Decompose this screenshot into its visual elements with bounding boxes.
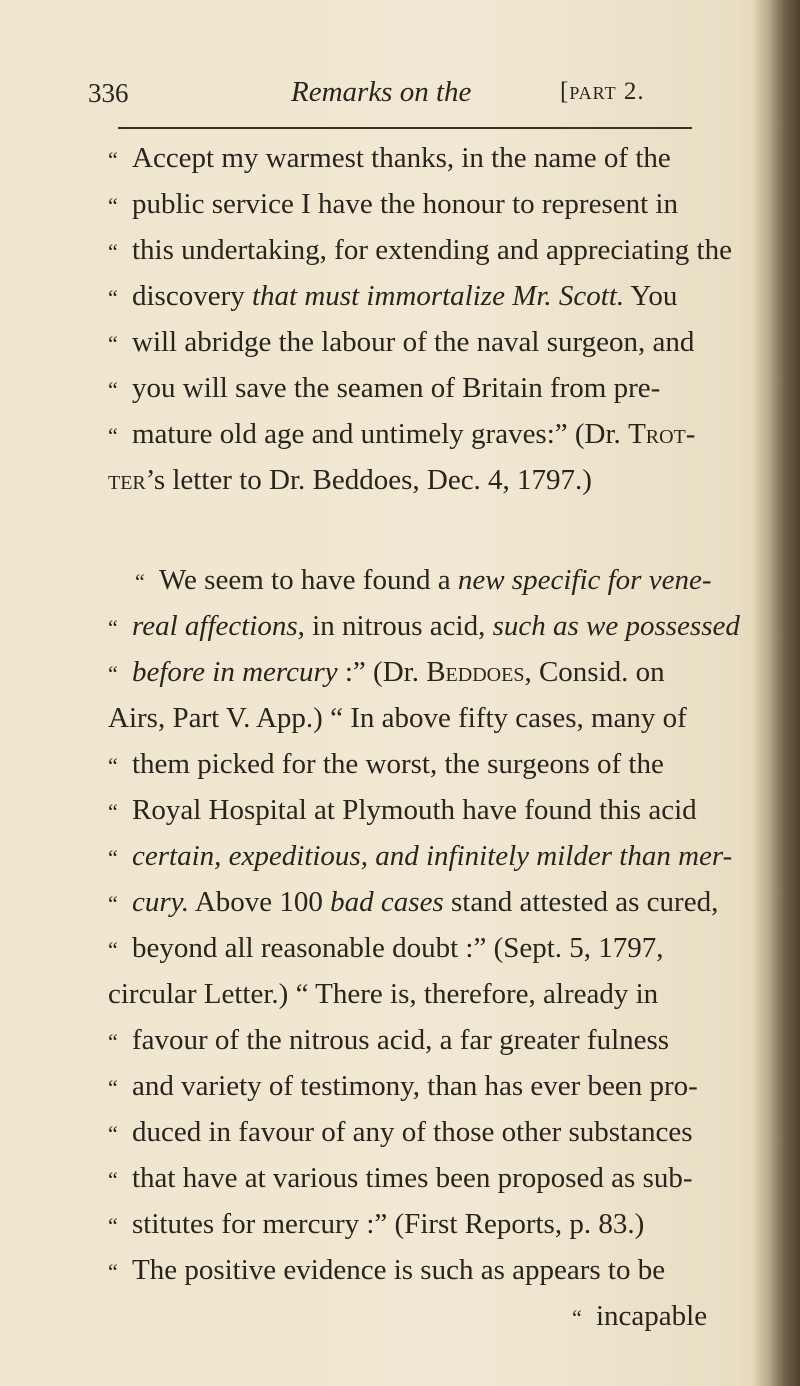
text-line [108, 416, 695, 454]
line-text: :” (Dr. [337, 656, 427, 688]
italic-text: bad cases [330, 886, 444, 918]
small-caps-text: ter [108, 464, 146, 496]
line-text: discovery [132, 280, 252, 312]
text-line [108, 278, 677, 316]
line-text: Accept my warmest thanks, in the name of the [132, 142, 671, 174]
line-text: that have at various times been proposed as sub- [132, 1162, 693, 1194]
text-line [108, 1252, 665, 1290]
text-line [108, 654, 665, 692]
line-text: , Consid. on [524, 656, 665, 688]
line-text: them picked for the worst, the surgeons of the [132, 748, 664, 780]
text-line [108, 608, 740, 646]
quote-mark: “ [108, 1029, 118, 1054]
quote-mark: “ [108, 193, 118, 218]
italic-text: cury. [132, 886, 190, 918]
text-line [108, 1068, 698, 1106]
italic-text: such as we possessed [492, 610, 740, 642]
running-header [88, 72, 708, 112]
line-text: you will save the seamen of Britain from pre- [132, 372, 661, 404]
text-line [108, 976, 658, 1012]
line-text: stitutes for mercury :” (First Reports, p. 83.) [132, 1208, 645, 1240]
line-text: public service I have the honour to represent in [132, 188, 678, 220]
quote-mark: “ [108, 753, 118, 778]
quote-mark: “ [108, 937, 118, 962]
quote-mark: “ [108, 615, 118, 640]
line-text: Royal Hospital at Plymouth have found this acid [132, 794, 697, 826]
quote-mark: “ [108, 891, 118, 916]
text-line [108, 1206, 644, 1244]
text-line [108, 930, 664, 968]
italic-text: before in mercury [132, 656, 338, 688]
text-line [135, 562, 712, 600]
line-text: this undertaking, for extending and appreciating the [132, 234, 732, 266]
text-line [108, 700, 687, 736]
quote-mark: “ [108, 661, 118, 686]
italic-text: new specific for vene- [457, 564, 712, 596]
text-line [108, 1114, 693, 1152]
quote-mark: “ [108, 423, 118, 448]
quote-mark: “ [108, 799, 118, 824]
text-line [108, 1022, 669, 1060]
page-number: 336 [88, 78, 129, 108]
quote-mark: “ [135, 569, 145, 594]
line-text: stand attested as cured, [443, 886, 719, 918]
quote-mark: “ [108, 285, 118, 310]
text-line [108, 792, 697, 830]
line-text: will abridge the labour of the naval surgeon, and [132, 326, 695, 358]
line-text: You [624, 280, 678, 312]
text-line [108, 232, 732, 270]
page-binding-edge [752, 0, 800, 1386]
line-text: The positive evidence is such as appears to be [132, 1254, 666, 1286]
text-line [108, 324, 694, 362]
line-text: , in nitrous acid, [297, 610, 493, 642]
text-line [108, 462, 592, 498]
quote-mark: “ [108, 147, 118, 172]
line-text: Above 100 [189, 886, 331, 918]
small-caps-text: Beddoes [426, 656, 525, 688]
italic-text: real affections [132, 610, 298, 642]
quote-mark: “ [572, 1305, 582, 1330]
quote-mark: “ [108, 239, 118, 264]
text-line [108, 746, 664, 784]
quote-mark: “ [108, 331, 118, 356]
quote-mark: “ [108, 377, 118, 402]
part-label [560, 78, 645, 106]
italic-text: that must immortalize Mr. Scott. [252, 280, 625, 312]
text-line [108, 1160, 693, 1198]
quote-mark: “ [108, 845, 118, 870]
line-text: We seem to have found a [159, 564, 458, 596]
line-text: ’s letter to Dr. Beddoes, Dec. 4, 1797.) [145, 464, 592, 496]
line-text: Airs, Part V. App.) “ In above fifty cases, many of [108, 702, 687, 734]
part-label-text: [part 2. [560, 78, 645, 105]
line-text: beyond all reasonable doubt :” (Sept. 5, 1797, [132, 932, 664, 964]
text-line [108, 370, 660, 408]
header-rule [118, 127, 692, 129]
line-text: circular Letter.) “ There is, therefore, already in [108, 978, 659, 1010]
line-text: favour of the nitrous acid, a far greater fulness [132, 1024, 670, 1056]
text-line [108, 140, 671, 178]
quote-mark: “ [108, 1259, 118, 1284]
running-title: Remarks on the [291, 76, 472, 108]
text-line [108, 838, 732, 876]
catchword-line [572, 1298, 707, 1336]
line-text: mature old age and untimely graves:” (Dr. [132, 418, 629, 450]
italic-text: certain, expeditious, and infinitely milder than mer- [132, 840, 733, 872]
quote-mark: “ [108, 1213, 118, 1238]
text-line [108, 186, 678, 224]
catchword: incapable [596, 1300, 708, 1332]
line-text: and variety of testimony, than has ever been pro- [132, 1070, 698, 1102]
quote-mark: “ [108, 1167, 118, 1192]
text-line [108, 884, 718, 922]
quote-mark: “ [108, 1075, 118, 1100]
small-caps-text: Trot- [628, 418, 696, 450]
quote-mark: “ [108, 1121, 118, 1146]
line-text: duced in favour of any of those other substances [132, 1116, 693, 1148]
